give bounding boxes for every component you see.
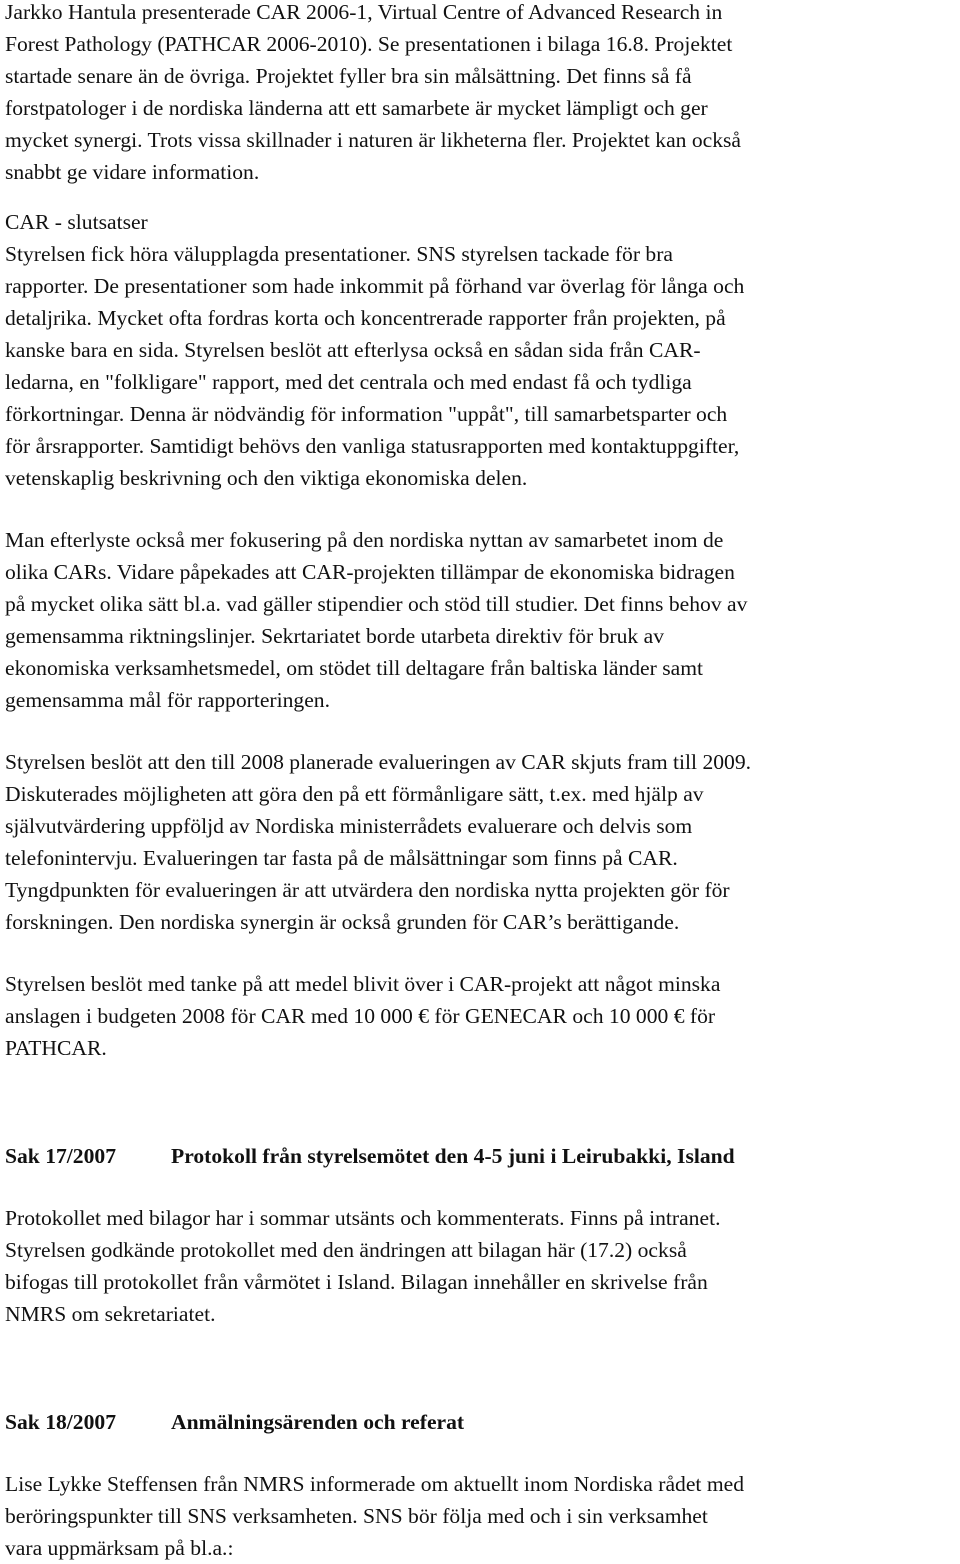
section-number-sak17: Sak 17/2007 (5, 1144, 116, 1168)
paragraph-pathcar-presentation: Jarkko Hantula presenterade CAR 2006-1, Virtual Centre of Advanced Research in Forest Pathology (PATHCAR 2006-2010). Se presentationen i bilaga 16.8. Projektet startade senare än de övriga. Projektet fyller bra sin målsättning. Det finns så få forstpatologer i de nordiska länderna att ett samarbete är mycket lämpligt och ger mycket synergi. Trots vissa skillnader i naturen är likheterna fler. Projektet kan också snabbt ge vidare information. (5, 0, 742, 184)
section-title-sak17: Protokoll från styrelsemötet den 4-5 juni i Leirubakki, Island (171, 1144, 735, 1168)
section-title-sak18: Anmälningsärenden och referat (171, 1410, 465, 1434)
paragraph-sak18-body: Lise Lykke Steffensen från NMRS informerade om aktuellt inom Nordiska rådet med beröringspunkter till SNS verksamheten. SNS bör följa med och i sin verksamhet vara uppmärksam på bl.a.: (5, 1472, 745, 1560)
document-page (5, 0, 955, 1564)
paragraph-budget: Styrelsen beslöt med tanke på att medel blivit över i CAR-projekt att något minska anslagen i budgeten 2008 för CAR med 10 000 € för GENECAR och 10 000 € för PATHCAR. (5, 972, 721, 1060)
paragraph-sak17-body: Protokollet med bilagor har i sommar utsänts och kommenterats. Finns på intranet. Styrelsen godkände protokollet med den ändringen att bilagan här (17.2) också bifogas till protokollet från vårmötet i Island. Bilagan innehåller en skrivelse från NMRS om sekretariatet. (5, 1206, 721, 1326)
car-conclusions-title: CAR - slutsatser (5, 210, 148, 234)
paragraph-evaluation: Styrelsen beslöt att den till 2008 planerade evalueringen av CAR skjuts fram till 2009. Diskuterades möjligheten att göra den på ett förmånligare sätt, t.ex. med hjälp av självutvärdering uppföljd av Nordiska ministerrådets evaluerare och delvis som telefonintervju. Evalueringen tar fasta på de målsättningar som finns på CAR. Tyngdpunkten för evalueringen är att utvärdera den nordiska nytta projekten gör för forskningen. Den nordiska synergin är också grunden för CAR’s berättigande. (5, 750, 752, 934)
paragraph-car-conclusions: Styrelsen fick höra välupplagda presentationer. SNS styrelsen tackade för bra rapporter. De presentationer som hade inkommit på förhand var överlag för långa och detaljrika. Mycket ofta fordras korta och koncentrerade rapporter från projekten, på kanske bara en sida. Styrelsen beslöt att efterlysa också en sådan sida från CAR- ledarna, en "folkligare" rapport, med det centrala och med endast få och tydliga förkortningar. Denna är nödvändig för information "uppåt", till samarbetsparter och för årsrapporter. Samtidigt behövs den vanliga statusrapporten med kontaktuppgifter, vetenskaplig beskrivning och den viktiga ekonomiska delen. (5, 242, 745, 490)
section-heading-sak17 (5, 1140, 955, 1172)
section-number-sak18: Sak 18/2007 (5, 1410, 116, 1434)
section-heading-sak18 (5, 1406, 955, 1438)
paragraph-nordic-focus: Man efterlyste också mer fokusering på den nordiska nyttan av samarbetet inom de olika CARs. Vidare påpekades att CAR-projekten tillämpar de ekonomiska bidragen på mycket olika sätt bl.a. vad gäller stipendier och stöd till studier. Det finns behov av gemensamma riktningslinjer. Sekrtariatet borde utarbeta direktiv för bruk av ekonomiska verksamhetsmedel, om stödet till deltagare från baltiska länder samt gemensamma mål för rapporteringen. (5, 528, 748, 712)
